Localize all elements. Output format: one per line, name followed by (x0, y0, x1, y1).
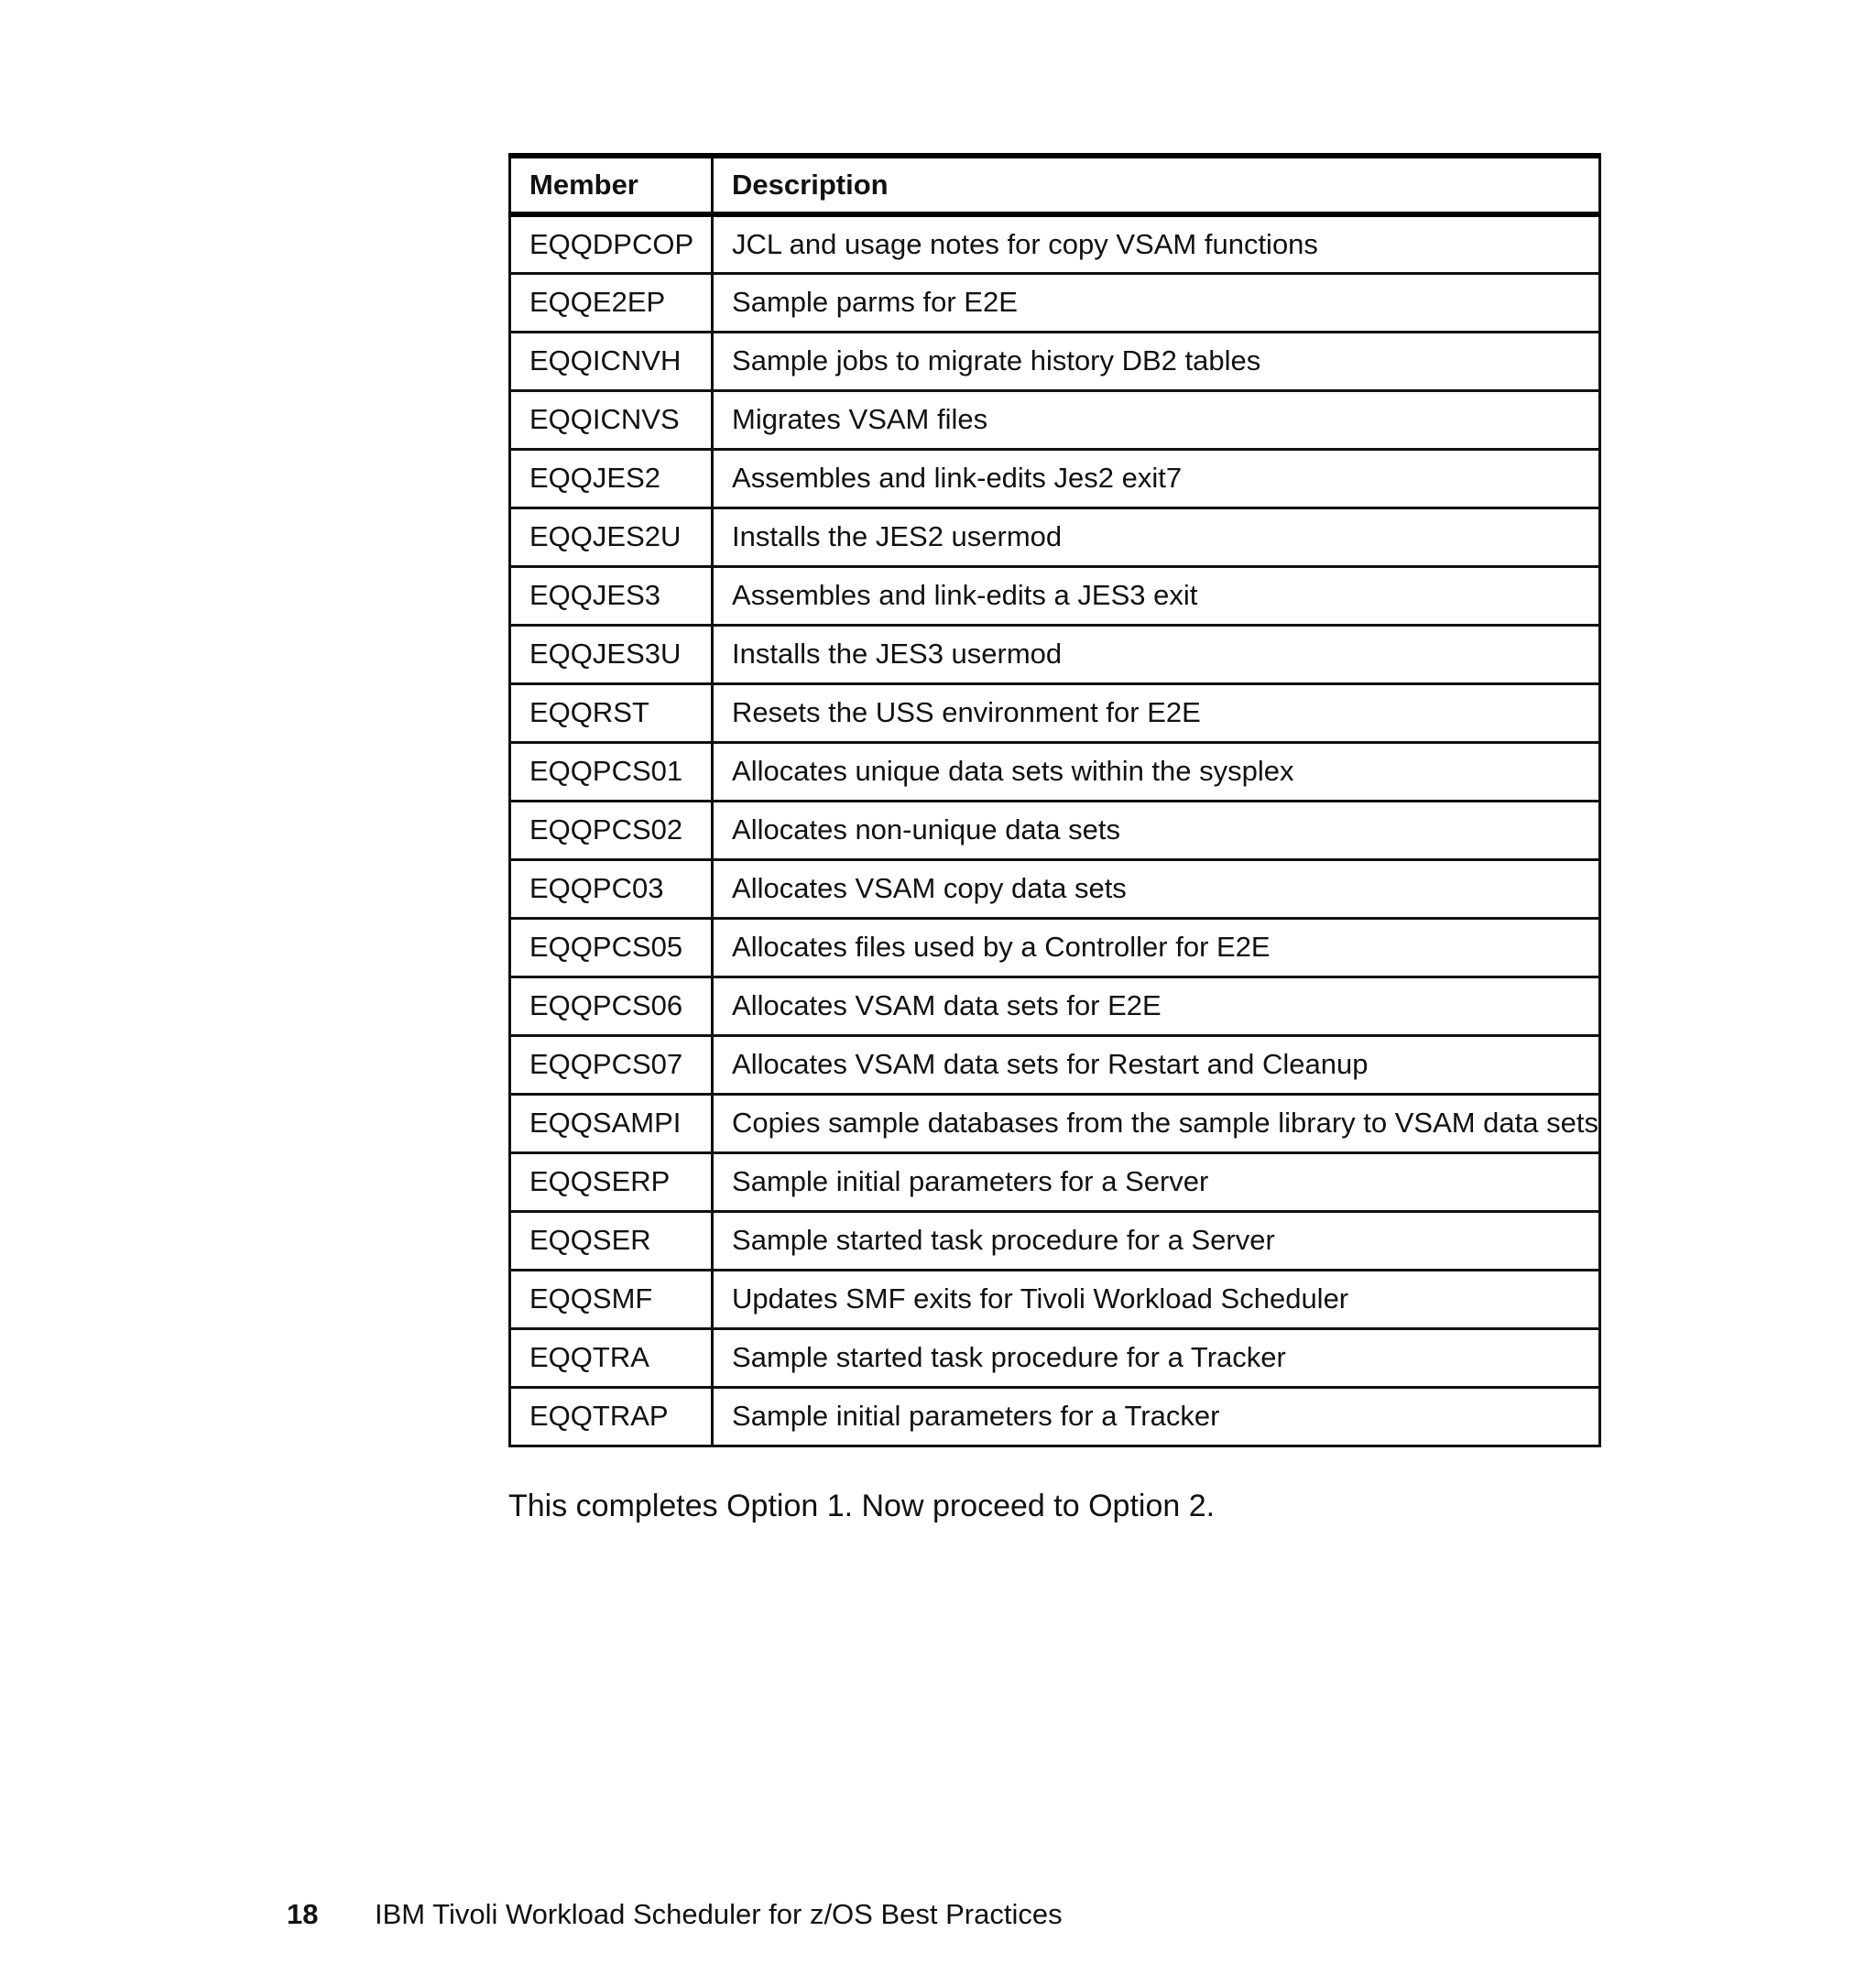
description-cell: Allocates files used by a Controller for E2E (713, 918, 1600, 977)
description-cell: Allocates non-unique data sets (713, 801, 1600, 859)
members-table (508, 153, 1601, 1447)
member-cell: EQQSAMPI (510, 1094, 713, 1152)
table-row (510, 214, 1600, 273)
description-cell: Assembles and link-edits Jes2 exit7 (713, 449, 1600, 507)
closing-paragraph: This completes Option 1. Now proceed to Option 2. (508, 1489, 1216, 1523)
description-cell: Sample jobs to migrate history DB2 tables (713, 332, 1600, 390)
table-row (510, 1152, 1600, 1211)
description-cell: Sample initial parameters for a Server (713, 1152, 1600, 1211)
member-cell: EQQSERP (510, 1152, 713, 1211)
description-cell: Allocates unique data sets within the sysplex (713, 742, 1600, 801)
table-row (510, 625, 1600, 683)
table-row (510, 332, 1600, 390)
member-cell: EQQJES2U (510, 507, 713, 566)
description-cell: Installs the JES3 usermod (713, 625, 1600, 683)
table-row (510, 1035, 1600, 1094)
table-row (510, 1270, 1600, 1328)
description-cell: Allocates VSAM data sets for Restart and Cleanup (713, 1035, 1600, 1094)
description-cell: Assembles and link-edits a JES3 exit (713, 566, 1600, 625)
book-title: IBM Tivoli Workload Scheduler for z/OS Best Practices (375, 1898, 1063, 1930)
member-cell: EQQTRAP (510, 1387, 713, 1446)
member-cell: EQQPC03 (510, 859, 713, 918)
table-header-row (510, 156, 1600, 214)
table-row (510, 566, 1600, 625)
member-cell: EQQPCS02 (510, 801, 713, 859)
member-cell: EQQSMF (510, 1270, 713, 1328)
table-row (510, 1328, 1600, 1387)
member-cell: EQQDPCOP (510, 214, 713, 273)
table-row (510, 390, 1600, 449)
table-row (510, 801, 1600, 859)
member-cell: EQQPCS06 (510, 977, 713, 1035)
member-cell: EQQICNVH (510, 332, 713, 390)
table-row (510, 977, 1600, 1035)
table-row (510, 273, 1600, 332)
description-cell: Sample started task procedure for a Tracker (713, 1328, 1600, 1387)
description-cell: Copies sample databases from the sample library to VSAM data sets (713, 1094, 1600, 1152)
description-cell: Resets the USS environment for E2E (713, 683, 1600, 742)
table-row (510, 683, 1600, 742)
description-cell: Updates SMF exits for Tivoli Workload Scheduler (713, 1270, 1600, 1328)
page-footer (287, 1898, 1063, 1931)
member-cell: EQQSER (510, 1211, 713, 1270)
description-cell: Sample parms for E2E (713, 273, 1600, 332)
description-cell: Allocates VSAM data sets for E2E (713, 977, 1600, 1035)
table-row (510, 507, 1600, 566)
description-cell: Allocates VSAM copy data sets (713, 859, 1600, 918)
description-cell: Sample started task procedure for a Server (713, 1211, 1600, 1270)
table-row (510, 1094, 1600, 1152)
member-cell: EQQRST (510, 683, 713, 742)
description-cell: Sample initial parameters for a Tracker (713, 1387, 1600, 1446)
table-body (510, 214, 1600, 1446)
table-row (510, 859, 1600, 918)
member-cell: EQQE2EP (510, 273, 713, 332)
table-row (510, 742, 1600, 801)
member-cell: EQQPCS05 (510, 918, 713, 977)
page-number: 18 (287, 1898, 319, 1930)
description-cell: JCL and usage notes for copy VSAM functions (713, 214, 1600, 273)
member-cell: EQQPCS07 (510, 1035, 713, 1094)
column-header-description: Description (713, 156, 1600, 214)
description-cell: Installs the JES2 usermod (713, 507, 1600, 566)
table-row (510, 918, 1600, 977)
table-row (510, 1211, 1600, 1270)
member-cell: EQQJES3 (510, 566, 713, 625)
table-row (510, 1387, 1600, 1446)
member-cell: EQQPCS01 (510, 742, 713, 801)
member-cell: EQQJES3U (510, 625, 713, 683)
column-header-member: Member (510, 156, 713, 214)
table-row (510, 449, 1600, 507)
description-cell: Migrates VSAM files (713, 390, 1600, 449)
member-cell: EQQJES2 (510, 449, 713, 507)
member-cell: EQQTRA (510, 1328, 713, 1387)
member-cell: EQQICNVS (510, 390, 713, 449)
